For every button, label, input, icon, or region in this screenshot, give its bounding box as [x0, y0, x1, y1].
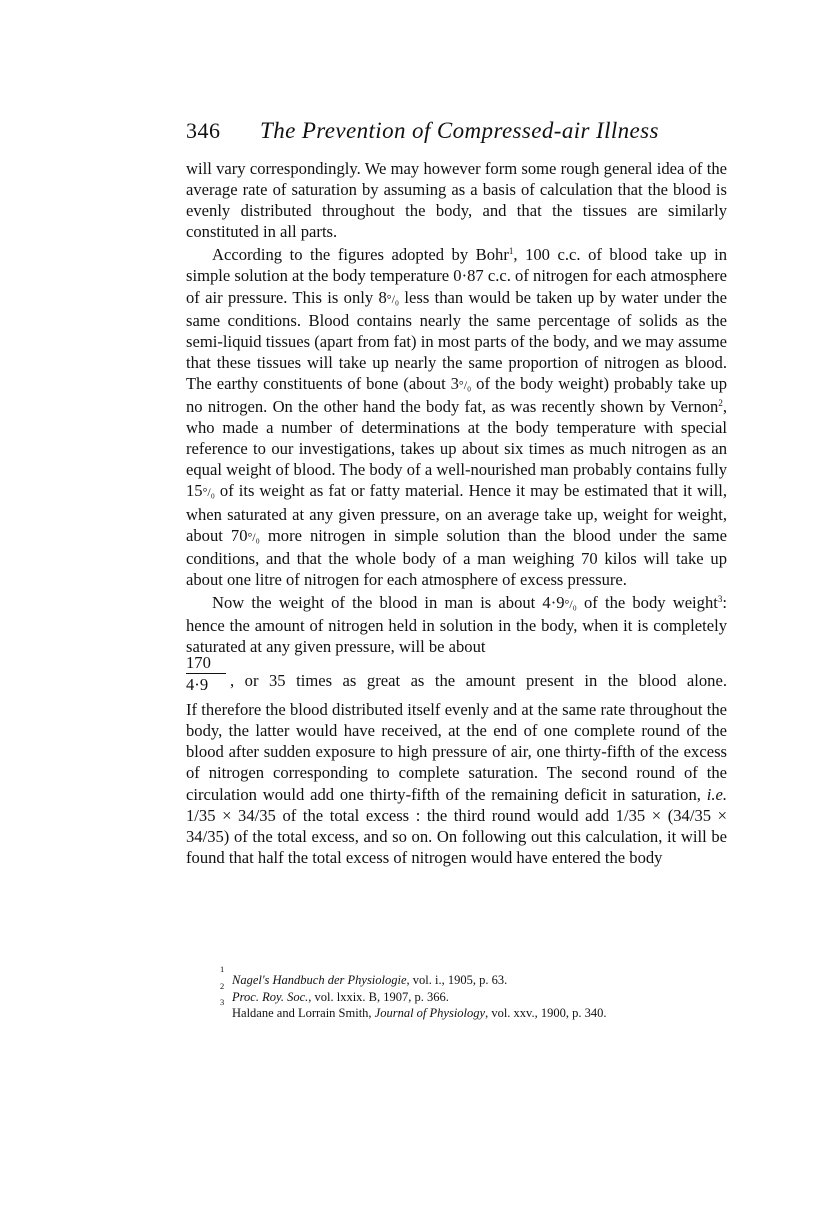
percent-sign: °/₀ [458, 377, 472, 392]
paragraph-3: Now the weight of the blood in man is about 4·9°/₀ of the body weight$^3$: hence the amount of nitrogen held in solution in the body, when it is completely saturated at any given pressure, will be about [186, 592, 727, 657]
ie-abbrev: i.e. [706, 784, 727, 804]
footnote-1: 1 Nagel's Handbuch der Physiologie, vol. i., 1905, p. 63. [220, 964, 508, 987]
footnote-ref-2: 2 [718, 398, 723, 409]
fraction-line [186, 653, 727, 699]
percent-sign: °/₀ [564, 596, 577, 611]
fraction-line-text: , or 35 times as great as the amount present in the blood alone. [230, 671, 727, 691]
paragraph-3-continued: If therefore the blood distributed itself evenly and at the same rate throughout the body, the latter would have received, at the end of one complete round of the blood after sudden exposure to high pressure of air, one thirty-fifth of the excess of nitrogen corresponding to complete saturation. The second round of the circulation would add one thirty-fifth of the remaining deficit in saturation, i.e. 1/35 × 34/35 of the total excess : the third round would add 1/35 × (34/35 × 34/35) of the total excess, and so on. On following out this calculation, it will be found that half the total excess of nitrogen would have entered the body [186, 700, 727, 867]
footnote-title: Proc. Roy. Soc. [232, 989, 309, 1004]
footnote-ref-3: 3 [717, 593, 723, 604]
paragraph-1: will vary correspondingly. We may however form some rough general idea of the average rate of saturation by assuming as a basis of calculation that the blood is evenly distributed throughout the body, and that the tissues are similarly constituted in all parts. [186, 159, 727, 242]
fraction [186, 653, 230, 696]
fraction-denominator: 4·9 [186, 675, 209, 695]
page-number: 346 [186, 118, 221, 143]
footnote-3: 3 Haldane and Lorrain Smith, Journal of Physiology, vol. xxv., 1900, p. 340. [220, 997, 607, 1020]
body-text [186, 158, 727, 868]
running-title: The Prevention of Compressed-air Illness [260, 118, 659, 143]
fraction-numerator: 170 [186, 653, 226, 674]
footnotes [220, 964, 732, 1022]
page-header [186, 118, 731, 148]
footnote-ref-1: 1 [508, 246, 514, 257]
percent-sign: °/₀ [386, 291, 400, 306]
footnote-title: Nagel's Handbuch der Physiologie [232, 973, 407, 987]
paragraph-2: According to the figures adopted by Bohr$^1$, 100 c.c. of blood take up in simple solution at the body temperature 0·87 c.c. of nitrogen for each atmosphere of air pressure. This is only 8°/₀ less than would be taken up by water under the same conditions. Blood contains nearly the same percentage of solids as the semi-liquid tissues (apart from fat) in most parts of the body, and we may assume that these tissues will take up nearly the same proportion of nitrogen as blood. The earthy constituents of bone (about 3°/₀ of the body weight) probably take up no nitrogen. On the other hand the body fat, as was recently shown by Vernon$^2$, who made a number of determinations at the body temperature with special reference to our investigations, takes up about six times as much nitrogen as an equal weight of blood. The body of a well-nourished man probably contains fully 15°/₀ of its weight as fat or fatty material. Hence it may be estimated that it will, when saturated at any given pressure, on an average take up, weight for weight, about 70°/₀ more nitrogen in simple solution than the blood under the same conditions, and that the whole body of a man weighing 70 kilos will take up about one litre of nitrogen for each atmosphere of excess pressure. [186, 245, 727, 589]
percent-sign: °/₀ [247, 529, 260, 544]
footnote-2: 2 Proc. Roy. Soc., vol. lxxix. B, 1907, p. 366. [220, 980, 449, 1004]
percent-sign: °/₀ [202, 485, 215, 500]
footnote-title: Journal of Physiology [374, 1006, 486, 1020]
